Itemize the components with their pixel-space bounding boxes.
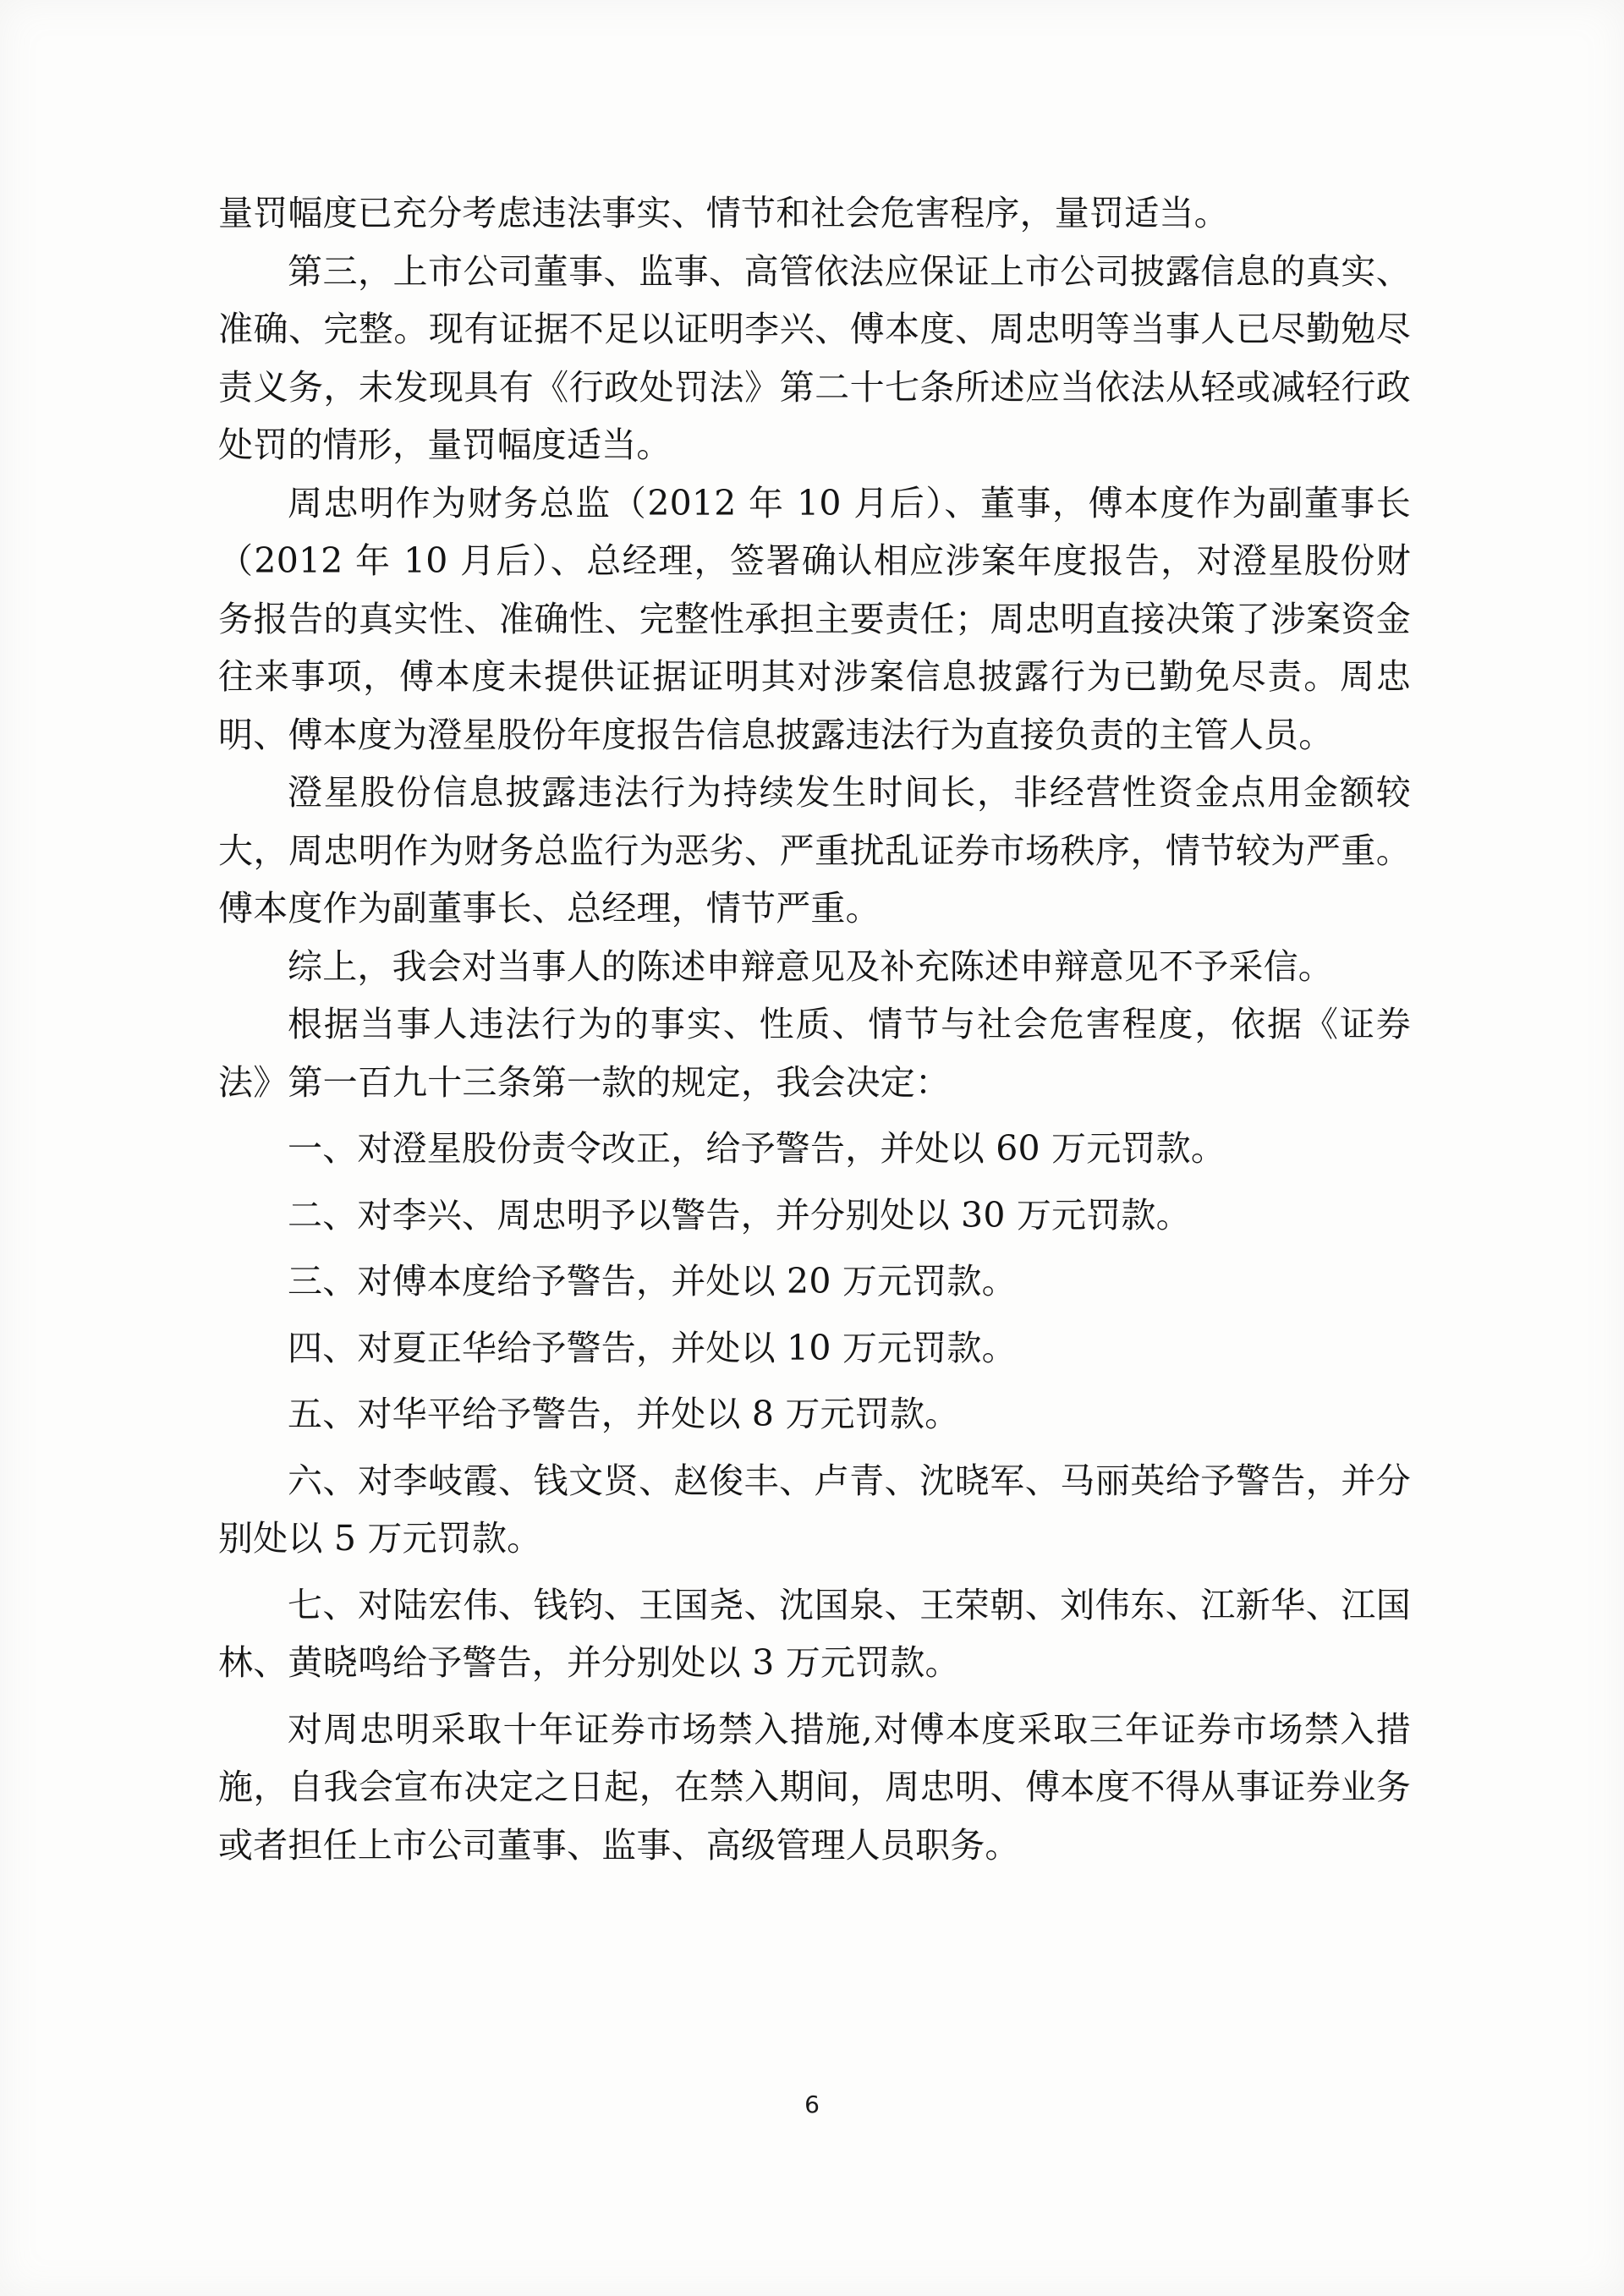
- penalty-item-6: 六、对李岐霞、钱文贤、赵俊丰、卢青、沈晓军、马丽英给予警告，并分别处以 5 万元罚款。: [218, 1460, 1411, 1559]
- paragraph-shichang-jinru-cuoshi: 对周忠明采取十年证券市场禁入措施,对傅本度采取三年证券市场禁入措施，自我会宣布决定之日起，在禁入期间，周忠明、傅本度不得从事证券业务或者担任上市公司董事、监事、高级管理人员职务。: [218, 1708, 1411, 1866]
- penalty-item-4: 四、对夏正华给予警告，并处以 10 万元罚款。: [288, 1327, 1017, 1368]
- penalty-item-5: 五、对华平给予警告，并处以 8 万元罚款。: [288, 1394, 960, 1434]
- penalty-item-2: 二、对李兴、周忠明予以警告，并分别处以 30 万元罚款。: [288, 1194, 1191, 1236]
- paragraph-chengxing-weifa-qingjie: 澄星股份信息披露违法行为持续发生时间长，非经营性资金点用金额较大，周忠明作为财务总监行为恶劣、严重扰乱证券市场秩序，情节较为严重。傅本度作为副董事长、总经理，情节严重。: [218, 772, 1411, 929]
- paragraph-zongshang-shenbian: 综上，我会对当事人的陈述申辩意见及补充陈述申辩意见不予采信。: [288, 945, 1333, 987]
- paragraph-genju-zhengquanfa-jueding: 根据当事人违法行为的事实、性质、情节与社会危害程度，依据《证券法》第一百九十三条第一款的规定，我会决定：: [218, 1004, 1411, 1103]
- paragraph-liangfa-fudu: 量罚幅度已充分考虑违法事实、情节和社会危害程序，量罚适当。: [218, 193, 1229, 233]
- page-content-area: [218, 184, 1411, 1874]
- document-body: [218, 184, 1411, 1874]
- penalty-item-1: 一、对澄星股份责令改正，给予警告，并处以 60 万元罚款。: [288, 1128, 1226, 1169]
- page-number: 6: [804, 2091, 820, 2118]
- paragraph-zhouzhongming-fubendu-zhize: 周忠明作为财务总监（2012 年 10 月后）、董事，傅本度作为副董事长（2012 年 10 月后）、总经理，签署确认相应涉案年度报告，对澄星股份财务报告的真实性、准确性、完整性承担主要责任；周忠明直接决策了涉案资金往来事项，傅本度未提供证据证明其对涉案信息披露行为已勤免尽责。周忠明、傅本度为澄星股份年度报告信息披露违法行为直接负责的主管人员。: [218, 482, 1411, 755]
- penalty-item-7: 七、对陆宏伟、钱钧、王国尧、沈国泉、王荣朝、刘伟东、江新华、江国林、黄晓鸣给予警告，并分别处以 3 万元罚款。: [218, 1584, 1411, 1683]
- penalty-item-3: 三、对傅本度给予警告，并处以 20 万元罚款。: [288, 1261, 1017, 1301]
- paragraph-disan-dongshi-jianshi: 第三，上市公司董事、监事、高管依法应保证上市公司披露信息的真实、准确、完整。现有证据不足以证明李兴、傅本度、周忠明等当事人已尽勤勉尽责义务，未发现具有《行政处罚法》第二十七条所述应当依法从轻或减轻行政处罚的情形，量罚幅度适当。: [218, 250, 1411, 465]
